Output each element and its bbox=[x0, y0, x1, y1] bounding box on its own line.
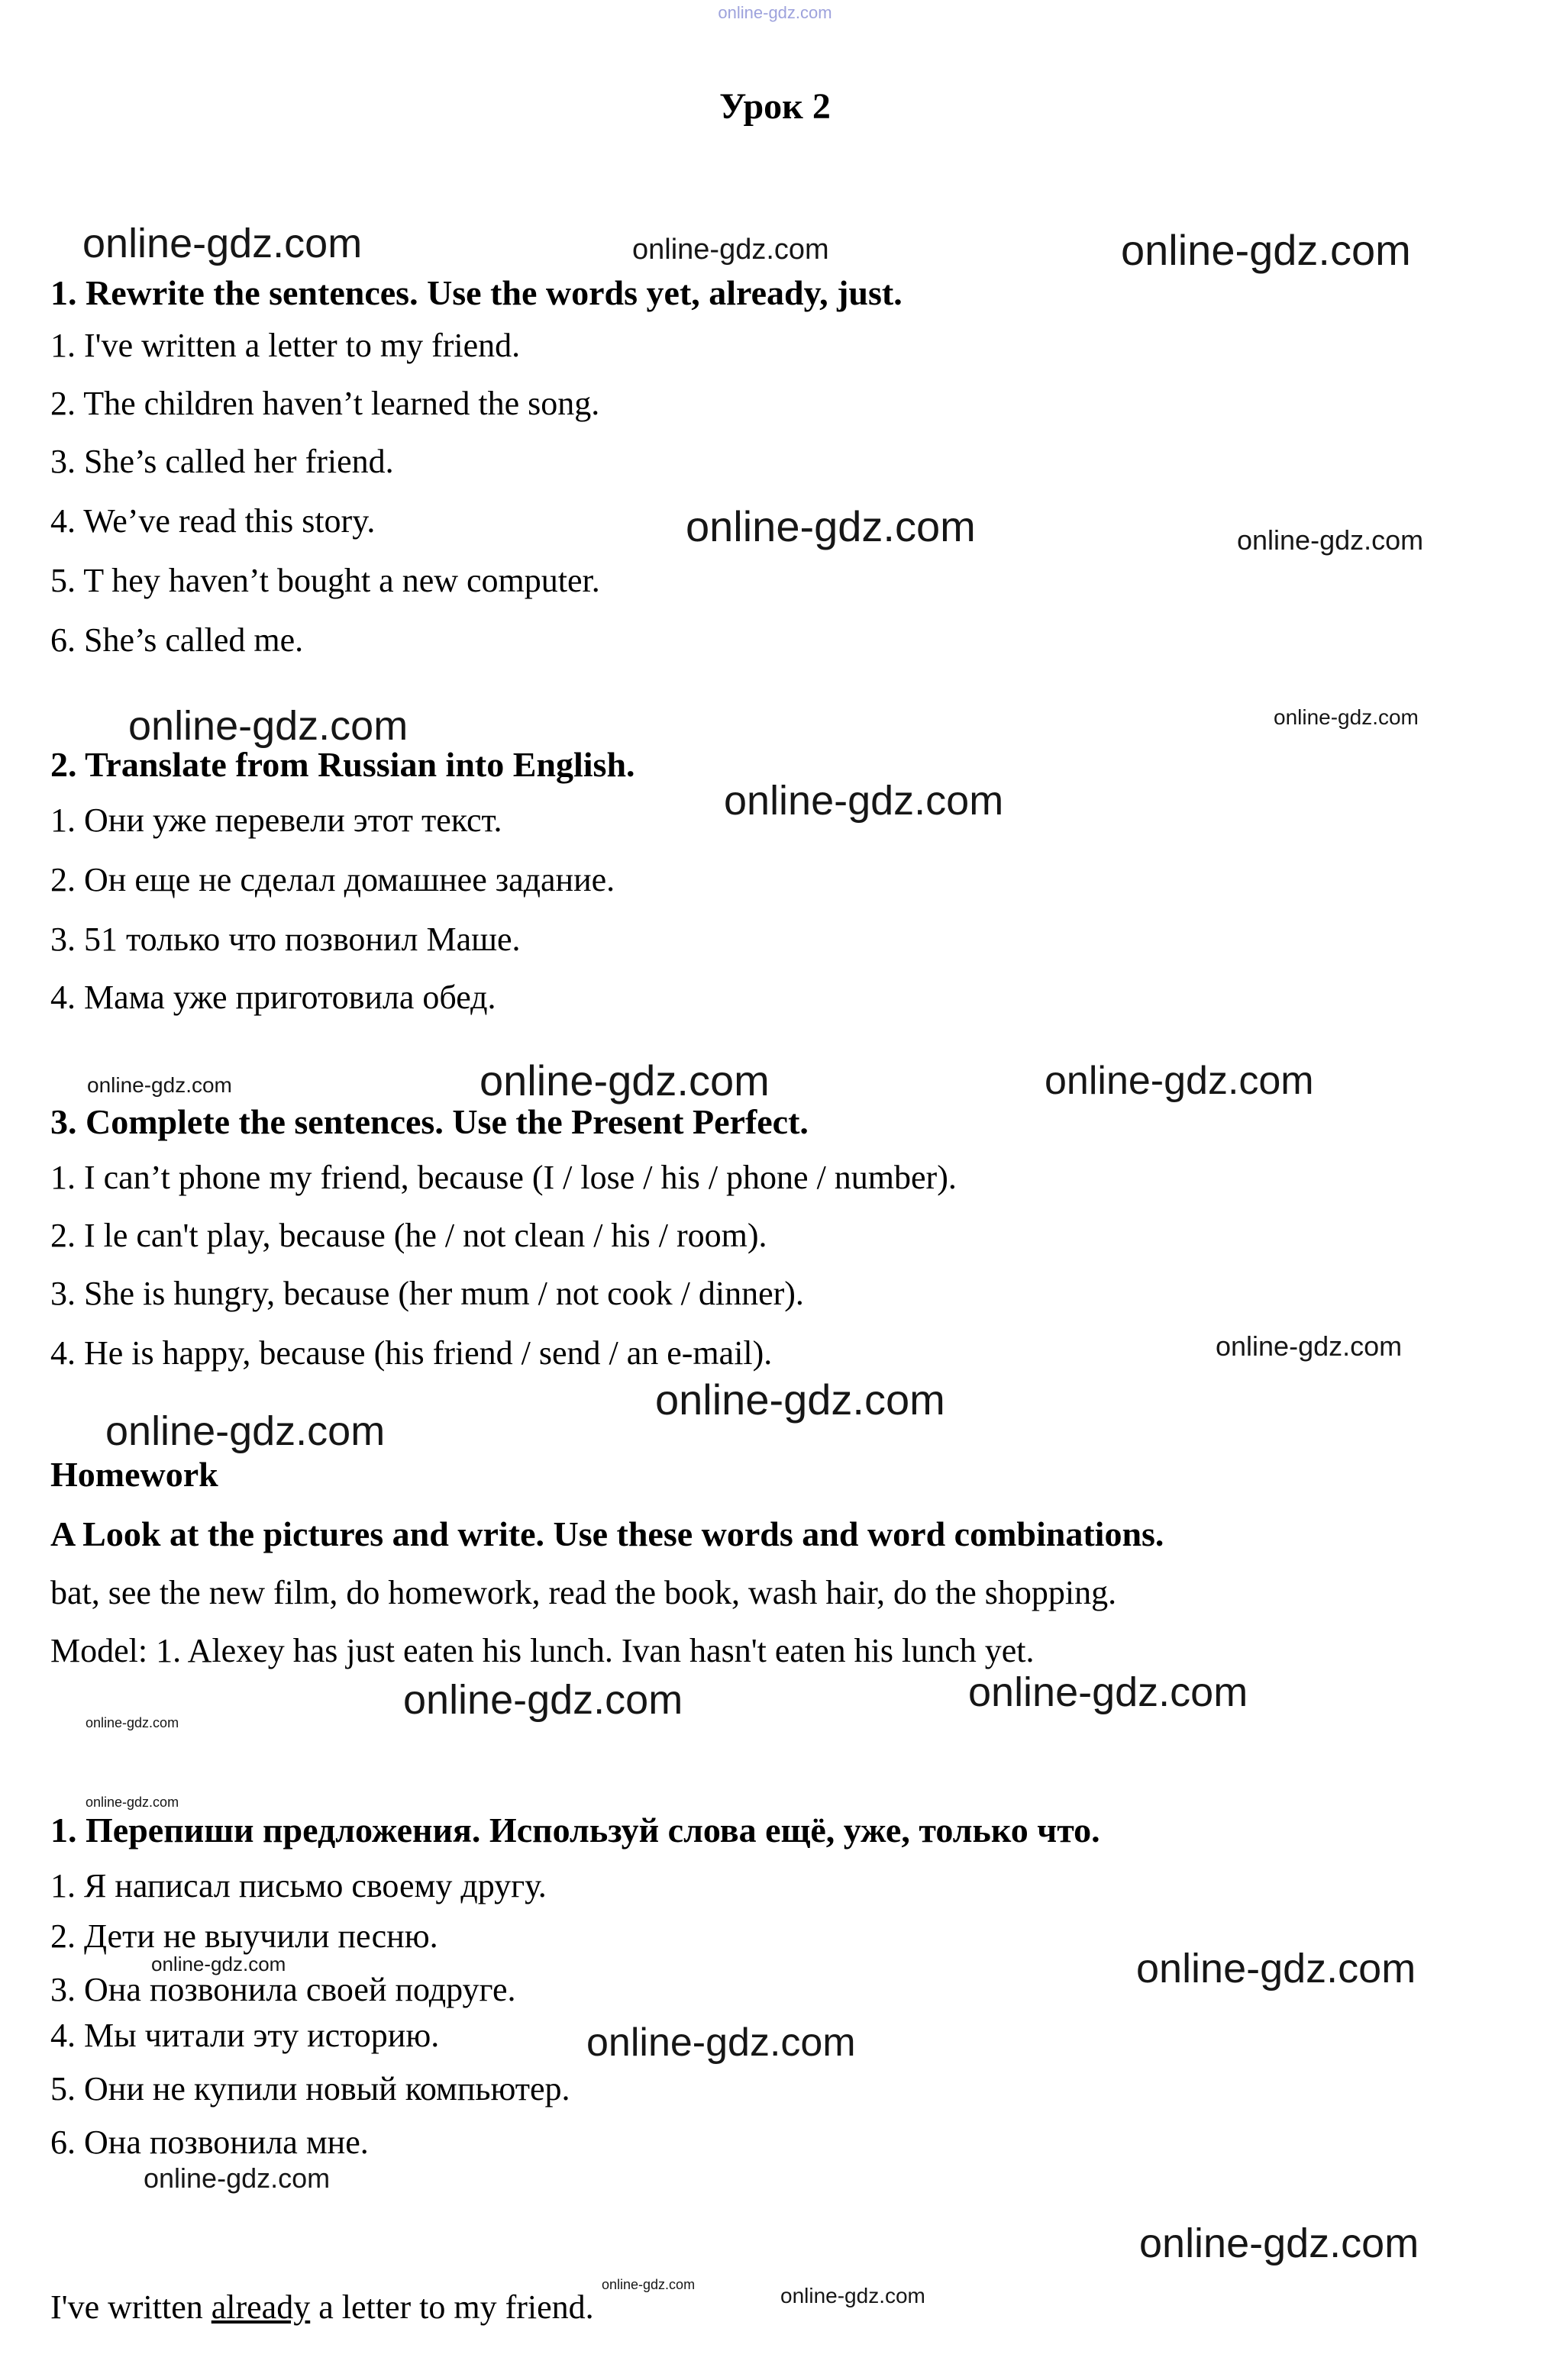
homework-heading: Homework bbox=[50, 1455, 218, 1494]
exercise-1-item: 1. I've written a letter to my friend. bbox=[50, 327, 521, 364]
homework-word-list: bat, see the new film, do homework, read the book, wash hair, do the shopping. bbox=[50, 1574, 1117, 1611]
watermark: online-gdz.com bbox=[586, 2020, 856, 2065]
exercise-3-heading: 3. Complete the sentences. Use the Present Perfect. bbox=[50, 1102, 809, 1141]
exercise-1-ru-item: 5. Они не купили новый компьютер. bbox=[50, 2070, 570, 2107]
answer-prefix: I've written bbox=[50, 2288, 212, 2326]
watermark: online-gdz.com bbox=[780, 2284, 925, 2307]
exercise-1-ru-heading: 1. Перепиши предложения. Используй слова ещё, уже, только что. bbox=[50, 1811, 1100, 1849]
watermark: online-gdz.com bbox=[105, 1408, 386, 1454]
watermark: online-gdz.com bbox=[403, 1677, 683, 1723]
exercise-2-item: 2. Он еще не сделал домашнее задание. bbox=[50, 861, 615, 898]
answer-underlined-word: already bbox=[211, 2288, 311, 2326]
watermark: online-gdz.com bbox=[632, 234, 829, 266]
exercise-1-item: 3. She’s called her friend. bbox=[50, 443, 394, 480]
homework-model-sentence: Model: 1. Alexey has just eaten his lunch. Ivan hasn't eaten his lunch yet. bbox=[50, 1632, 1035, 1669]
watermark: online-gdz.com bbox=[86, 1795, 179, 1810]
page-title: Урок 2 bbox=[719, 86, 831, 127]
homework-subheading: A Look at the pictures and write. Use these words and word combinations. bbox=[50, 1514, 1164, 1553]
watermark-top: online-gdz.com bbox=[718, 3, 832, 22]
watermark: online-gdz.com bbox=[1121, 226, 1411, 274]
exercise-3-item: 1. I can’t phone my friend, because (I / lose / his / phone / number). bbox=[50, 1159, 957, 1196]
watermark: online-gdz.com bbox=[82, 221, 363, 266]
exercise-1-item: 4. We’ve read this story. bbox=[50, 502, 376, 540]
watermark: online-gdz.com bbox=[1274, 705, 1419, 729]
exercise-1-item: 5. T hey haven’t bought a new computer. bbox=[50, 562, 600, 599]
exercise-3-item: 2. I le can't play, because (he / not clean / his / room). bbox=[50, 1217, 767, 1254]
watermark: online-gdz.com bbox=[968, 1669, 1248, 1715]
watermark: online-gdz.com bbox=[86, 1715, 179, 1730]
watermark: online-gdz.com bbox=[151, 1953, 286, 1975]
watermark: online-gdz.com bbox=[87, 1073, 232, 1097]
watermark: online-gdz.com bbox=[724, 778, 1004, 824]
answer-suffix: a letter to my friend. bbox=[310, 2288, 594, 2326]
watermark: online-gdz.com bbox=[602, 2277, 696, 2292]
watermark: online-gdz.com bbox=[128, 703, 408, 749]
exercise-1-heading: 1. Rewrite the sentences. Use the words yet, already, just. bbox=[50, 273, 903, 312]
watermark: online-gdz.com bbox=[144, 2162, 331, 2194]
watermark: online-gdz.com bbox=[655, 1375, 945, 1424]
answer-sentence bbox=[50, 2288, 594, 2327]
exercise-1-ru-item: 4. Мы читали эту историю. bbox=[50, 2017, 440, 2054]
watermark: online-gdz.com bbox=[1045, 1059, 1314, 1103]
exercise-3-item: 3. She is hungry, because (her mum / not cook / dinner). bbox=[50, 1275, 804, 1312]
exercise-3-item: 4. He is happy, because (his friend / send / an e-mail). bbox=[50, 1334, 773, 1372]
exercise-1-item: 6. She’s called me. bbox=[50, 621, 304, 659]
exercise-1-ru-item: 2. Дети не выучили песню. bbox=[50, 1917, 438, 1955]
exercise-1-ru-item: 3. Она позвонила своей подруге. bbox=[50, 1971, 516, 2008]
exercise-2-item: 1. Они уже перевели этот текст. bbox=[50, 801, 502, 839]
exercise-2-heading: 2. Translate from Russian into English. bbox=[50, 745, 635, 784]
watermark: online-gdz.com bbox=[1139, 2220, 1419, 2266]
exercise-1-ru-item: 6. Она позвонила мне. bbox=[50, 2124, 369, 2161]
watermark: online-gdz.com bbox=[686, 502, 976, 550]
exercise-1-ru-item: 1. Я написал письмо своему другу. bbox=[50, 1867, 547, 1904]
watermark: online-gdz.com bbox=[1136, 1946, 1416, 1991]
exercise-2-item: 4. Мама уже приготовила обед. bbox=[50, 979, 496, 1016]
exercise-1-item: 2. The children haven’t learned the song. bbox=[50, 385, 600, 422]
watermark: online-gdz.com bbox=[1237, 524, 1424, 556]
watermark: online-gdz.com bbox=[480, 1056, 770, 1105]
watermark: online-gdz.com bbox=[1216, 1330, 1403, 1362]
exercise-2-item: 3. 51 только что позвонил Маше. bbox=[50, 921, 521, 958]
